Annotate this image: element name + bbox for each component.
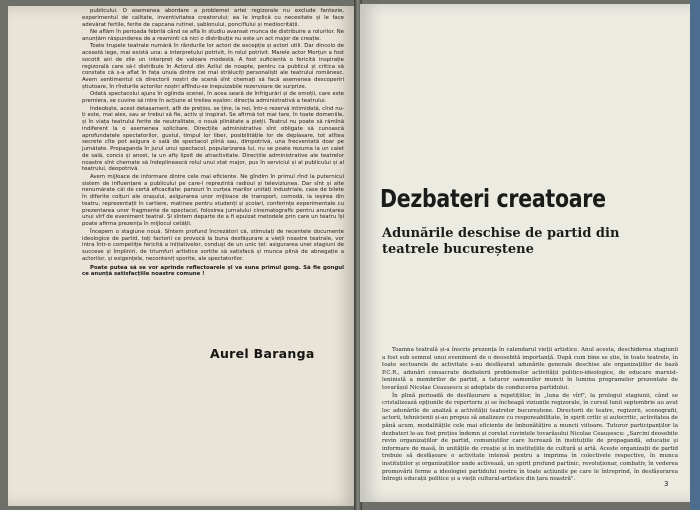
paragraph: În plină perioadă de desfășurare a repetițiilor, în „luna de vîrf", la prologul stagiunii, când se cristalizează opțiunile de repertoriu și se încheagă viziunile regizorale, în cursul lunii septembrie au avut loc adunările de analiză a activității teatrelor bucureștene. Directorii de teatre, regizorii, scenografii, actorii, tehnicienii și-au propus să analizeze cu responsabilitate, în spirit critic și autocritic, activitatea de până acum, modalitățile cele mai eficiente de îmbunătățire a muncii viitoare. Tuturor participanților la dezbateri le-au fost prețios îndemn și corelat cuvintele tovarășului Nicolae Ceaușescu: „Sarcini deosebite revin organizațiilor de partid, comuniștilor care lucrează în instituțiile de propagandă, educație și informare de masă, în unitățile de creație și în instituțiile de cultură și artă. Aceste organizații de partid trebuie să desfășoare o activitate intensă pentru a imprima în colectivele respective, în munca instituțiilor și organizațiilor unde activează, un spirit profund partinic, revoluționar, combativ, în vederea promovării ferme a ideologiei partidului nostru în toate acțiunile pe care le întreprind, în desfășurarea întregii educații politice și a vieții cultural-artistice din țara noastră". bbox=[382, 392, 678, 483]
paragraph: Indeobște, acest detașament, atît de prețios, se ține, la noi, într-o rezervă intimidată, cînd nu-ți este, mai ales, sau ar trebui să fie, activ și inspirat. Se afirmă tot mai tare, în toate domeniile, și în viața teatrului ferite de neutralitate, o nouă plinătate a pieții. Teatrul nu poate să rămînă indiferent la o asemenea solicitare. Direcțiile administrative sînt obligate să cunoască aprofundatele spectatorilor, gustul, timpul lor liber, posibilitățile lor de deplasare, tot atîtea secrete cîte pot asigura o sală de spectacol plină sau, dimpotrivă, una frecventată doar pe jumătate. Propaganda în jurul unui spectacol, popularizarea lui, nu se poate rezuma la un caiet de sală, concis și anost, la un afiș lipsit de atractivitate. Direcțiile administrative ale teatrelor noastre sînt chemate să îndeplinească rolul unui stat major, pus în serviciul și al publicului și al teatrului, deopotrivă. bbox=[82, 105, 344, 173]
paragraph: Ne aflăm în perioada febrilă când se află în studiu avansat munca de distribuire a rolurilor. Ne anunțăm răspunderea de a reaminti că nici o distribuție nu este un act major de creație. bbox=[82, 29, 344, 42]
paragraph: Avem mijloace de informare dintre cele mai eficiente. Ne gîndim în primul rînd la puternicul sistem de influențare a publicului pe care-l reprezintă radioul și televiziunea. Dar sînt și alte nenumărate căi de certă eficacitate: panouri în curțea marilor unități industriale, case de bilete în diferite colțuri ale orașului, asigurarea unor mijloace de transport, comodă, la ieșirea din teatru, reprezentații în cartiere, matinee pentru studenți și școlari, conferințe experimentale cu prezentarea unor fragmente de spectacol, folosirea jurnalului cinematografic pentru anunțarea unui vîrf de eveniment teatral. Și sîntem departe de a fi epuizat metodele prin care un teatru își poate afirma prezența în mijlocul cetății. bbox=[82, 173, 344, 228]
closing-paragraph: Poate putea să se vor aprinde reflectoarele și va suna primul gong. Să fie gongul ce anunță satisfacțiile noastre comune ! bbox=[82, 264, 344, 278]
article-subtitle: Adunările deschise de partid din teatrele bucureștene bbox=[382, 226, 620, 257]
article-title: Dezbateri creatoare bbox=[380, 184, 606, 213]
page-number: 3 bbox=[664, 480, 669, 488]
author-signature: Aurel Baranga bbox=[210, 346, 315, 361]
article-body bbox=[382, 347, 678, 484]
article-conclusion-text bbox=[82, 8, 344, 279]
paragraph: Toamna teatrală și-a înscris prezența în calendarul vieții artistice. Anul acesta, deschiderea stagiunii a fost sub semnul unui eveniment de o deosebită importanță. După cum bine se știe, în toate teatrele, în toate sectoarele de activitate s-au desfășurat adunările generale deschise ale organizațiilor de bază P.C.R., adunări consacrate dezbaterii problemelor activității politico-ideologice, de educare marxist-leninistă a membrilor de partid, a tuturor oamenilor muncii în lumina programelor prezentate de tovarășul Nicolae Ceaușescu și adoptate de conducerea partidului. bbox=[382, 347, 678, 391]
paragraph: Odată spectacolul ajuns în oglinda scenei, în acea seară de înfrigurări și de emoții, care este premiera, se cuvine să intre în acțiune al treilea eșalon: direcția administrativă a teatrului. bbox=[82, 91, 344, 105]
paragraph: publicului. O asemenea abordare a problemei artei regizorale nu exclude fantezie, experimentul de calitate, inventivitatea creatorului; ea le implică cu necesitate și le face adevărat fertile, ferite de capcana rutinei, șablonului, ponciflului și mediocrității. bbox=[82, 8, 344, 28]
cover-edge bbox=[690, 0, 700, 510]
paragraph: Începem o stagiune nouă. Sîntem profund încrezători că, stimulați de recentele documente ideologice de partid, toți factorii ce provocă la buna desfășurare a vieții noastre teatrale, vor intra într-o competiție fericită a inițiativelor, conduși de un unic țel: asigurarea unei stagiuni de succese și împliniri, de triumfuri artistice sortite să satisfacă și munca plină de abnegație a actorilor, și exigențele, neconteniț sporite, ale spectatorilor. bbox=[82, 228, 344, 262]
paragraph: Toate trupele teatrale numără în rândurile lor actori de excepție și actori utili. Dar dincolo de această lege, mai există una: a interpretului potrivit, în rolul potrivit. Marele actor Morțun a fost socotit ani de zile un interpret de valoare modestă. A fost suficientă o fericită inspirație regizorală care să-l distribuie în Actorul din Azilul de noapte, pentru ca publicul și critica să constate că s-a aflat în fața unuia dintre cei mai străluciți personaliști ale teatrului românesc. Avem sentimentul că directorii noștri de scenă sînt chemați să facă asemenea descoperiri știutoare, în rîndurile actorilor noștri aflîndu-se inepuizabile rezervoare de surprize. bbox=[82, 43, 344, 90]
